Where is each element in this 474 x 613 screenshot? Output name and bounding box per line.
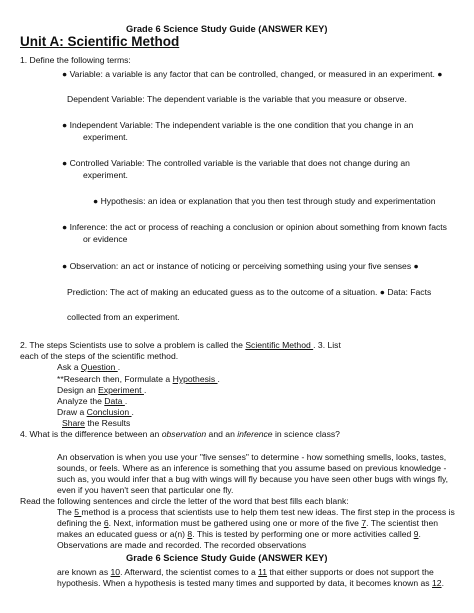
term-hypothesis: ● Hypothesis: an idea or explanation that you then test through study and experimentation — [93, 196, 436, 206]
reading-line: The 5 method is a process that scientists use to help them test new ideas. The first step in the process is — [57, 507, 455, 517]
document-title-repeat: Grade 6 Science Study Guide (ANSWER KEY) — [126, 553, 328, 563]
term-variable: ● Variable: a variable is any factor that can be controlled, changed, or measured in an experiment. ● — [62, 69, 443, 79]
unit-heading: Unit A: Scientific Method — [20, 34, 180, 49]
step-item: Design an Experiment . — [57, 385, 147, 395]
document-title: Grade 6 Science Study Guide (ANSWER KEY) — [126, 24, 328, 34]
term-controlled-variable-cont: experiment. — [83, 170, 128, 180]
step-item: Ask a Question . — [57, 362, 121, 372]
term-independent-variable-cont: experiment. — [83, 132, 128, 142]
reading-line: defining the 6. Next, information must be gathered using one or more of the five 7. The scientist then — [57, 518, 439, 528]
term-independent-variable: ● Independent Variable: The independent variable is the one condition that you change in an — [62, 120, 414, 130]
step-item: Analyze the Data . — [57, 396, 128, 406]
answer-line: such as, you would infer that a bug with wings will fly because you have seen other bugs with wings fly, — [57, 474, 449, 484]
answer-line: An observation is when you use your "five senses" to determine - how something smells, looks, tastes, — [57, 452, 447, 462]
term-inference: ● Inference: the act or process of reaching a conclusion or opinion about something from known facts — [62, 222, 447, 232]
term-observation: ● Observation: an act or instance of noticing or perceiving something using your five senses ● — [62, 261, 419, 271]
term-data-cont: collected from an experiment. — [67, 312, 180, 322]
step-item: **Research then, Formulate a Hypothesis . — [57, 374, 220, 384]
answer-line: sounds, or feels. Where as an inference is something that you assume based on previous knowledge - — [57, 463, 447, 473]
term-inference-cont: or evidence — [83, 234, 128, 244]
reading-line: hypothesis. When a hypothesis is tested many times and supported by data, it becomes known as 12. — [57, 578, 444, 588]
step-item: Draw a Conclusion . — [57, 407, 134, 417]
question-1: 1. Define the following terms: — [20, 55, 131, 65]
reading-line: Observations are made and recorded. The recorded observations — [57, 540, 307, 550]
answer-scientific-method: Scientific Method — [245, 340, 314, 350]
term-prediction-data: Prediction: The act of making an educated guess as to the outcome of a situation. ● Data: Facts — [67, 287, 432, 297]
question-3: each of the steps of the scientific method. — [20, 351, 179, 361]
question-2: 2. The steps Scientists use to solve a problem is called the Scientific Method . 3. List — [20, 340, 341, 350]
reading-instructions: Read the following sentences and circle the letter of the word that best fills each blank: — [20, 496, 349, 506]
term-controlled-variable: ● Controlled Variable: The controlled variable is the variable that does not change during an — [62, 158, 410, 168]
question-4: 4. What is the difference between an observation and an inference in science class? — [20, 429, 340, 439]
term-dependent-variable: Dependent Variable: The dependent variable is the variable that you measure or observe. — [67, 94, 407, 104]
reading-line: are known as 10. Afterward, the scientist comes to a 11 that either supports or does not support the — [57, 567, 434, 577]
reading-line: makes an educated guess or a(n) 8. This is tested by performing one or more activities called 9. — [57, 529, 421, 539]
answer-line: even if you haven't seen that particular one fly. — [57, 485, 234, 495]
step-item: Share the Results — [62, 418, 131, 428]
